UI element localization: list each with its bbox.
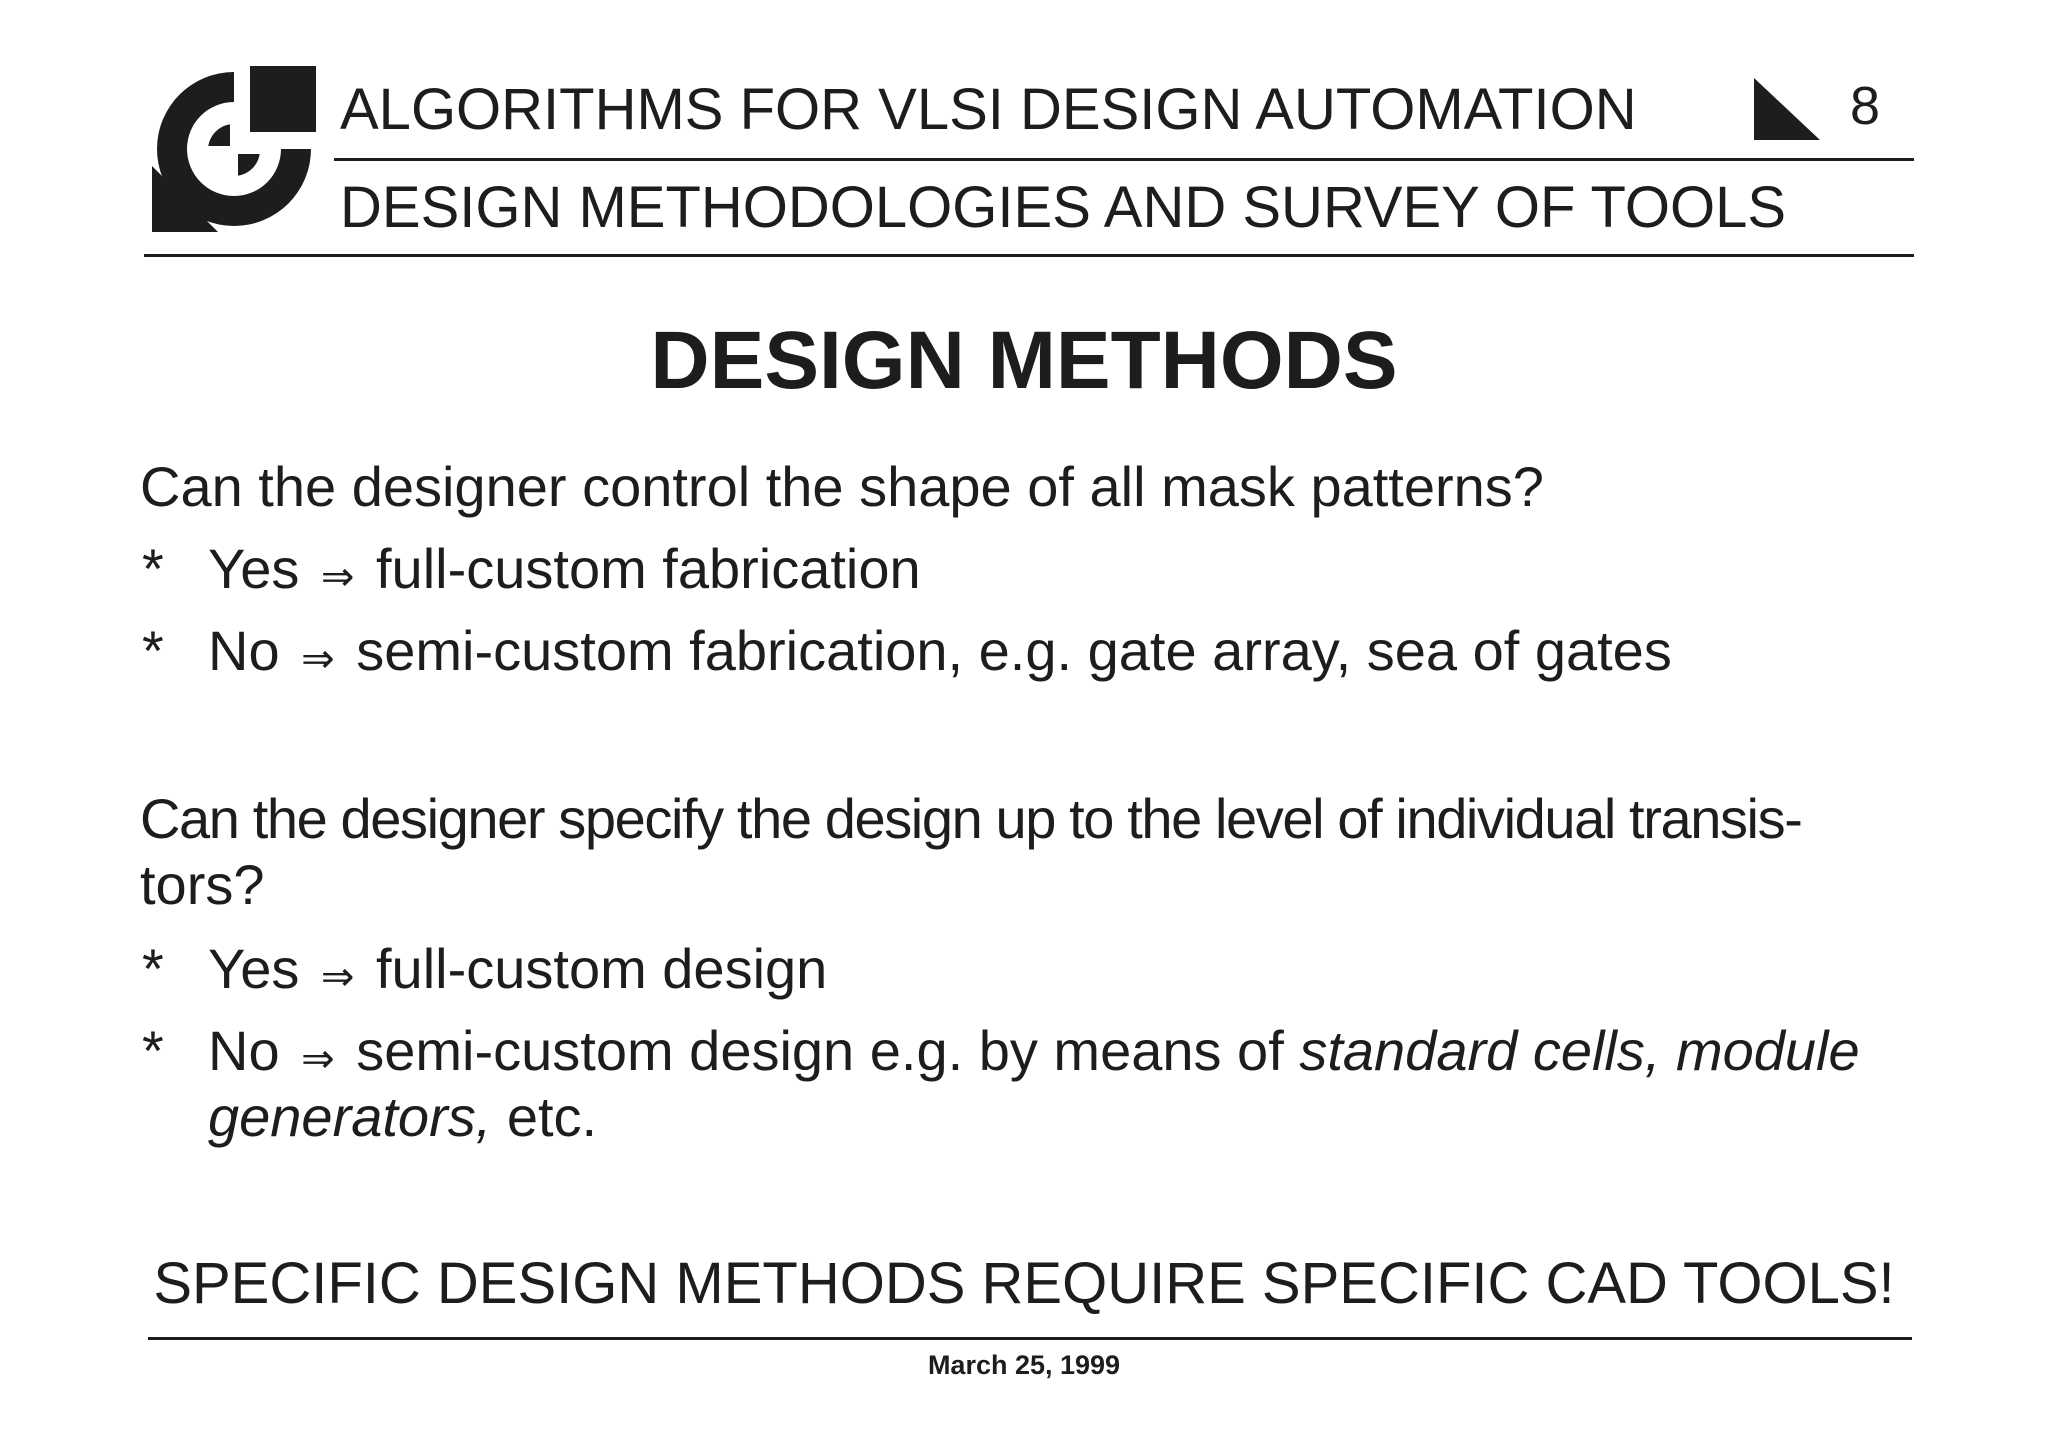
bullet-no-semi-custom-design-continued [208, 1084, 597, 1150]
footer-date: March 25, 1999 [927, 1350, 1121, 1380]
bullet-marker: * [142, 537, 164, 600]
header-subtitle: DESIGN METHODOLOGIES AND SURVEY OF TOOLS [340, 175, 1787, 240]
conclusion-statement: SPECIFIC DESIGN METHODS REQUIRE SPECIFIC CAD TOOLS! [153, 1251, 1895, 1316]
bullet-marker: * [142, 619, 164, 682]
header-title: ALGORITHMS FOR VLSI DESIGN AUTOMATION [340, 77, 1637, 142]
implies-arrow-icon: ⇒ [320, 955, 355, 999]
question-transistor-level-line-2: tors? [140, 853, 265, 916]
slide-title: DESIGN METHODS [650, 315, 1398, 406]
bullet-no-semi-custom-design [208, 1018, 1860, 1092]
bullet-no-semi-custom-fabrication [208, 618, 1672, 692]
bullet-label: Yes [208, 537, 300, 600]
header-divider [334, 158, 1914, 161]
bullet-label: Yes [208, 937, 300, 1000]
bullet-result: full-custom design [376, 937, 828, 1000]
bullet-result-plain: semi-custom design e.g. by means of [356, 1019, 1300, 1082]
bullet-marker: * [142, 1019, 164, 1082]
triangle-corner-icon [1754, 78, 1820, 140]
footer-divider [148, 1337, 1912, 1340]
implies-arrow-icon: ⇒ [320, 555, 355, 599]
bullet-marker: * [142, 937, 164, 1000]
header-bottom-divider [144, 254, 1914, 257]
circuit-logo-icon [152, 66, 316, 232]
implies-arrow-icon: ⇒ [301, 637, 335, 681]
bullet-result: semi-custom fabrication, e.g. gate array, sea of gates [356, 619, 1672, 682]
bullet-result: full-custom fabrication [376, 537, 921, 600]
bullet-yes-full-custom-fabrication [208, 536, 921, 610]
question-transistor-level-line-1: Can the designer specify the design up to the level of individual transis- [140, 787, 1802, 850]
bullet-result-tail: etc. [491, 1085, 598, 1148]
bullet-label: No [208, 619, 280, 682]
question-mask-patterns: Can the designer control the shape of all mask patterns? [140, 455, 1544, 518]
bullet-result-italic: generators, [208, 1085, 492, 1148]
bullet-label: No [208, 1019, 280, 1082]
implies-arrow-icon: ⇒ [301, 1037, 335, 1081]
page-number: 8 [1850, 76, 1881, 136]
bullet-result-italic: standard cells, module [1299, 1019, 1860, 1082]
bullet-yes-full-custom-design [208, 936, 827, 1010]
